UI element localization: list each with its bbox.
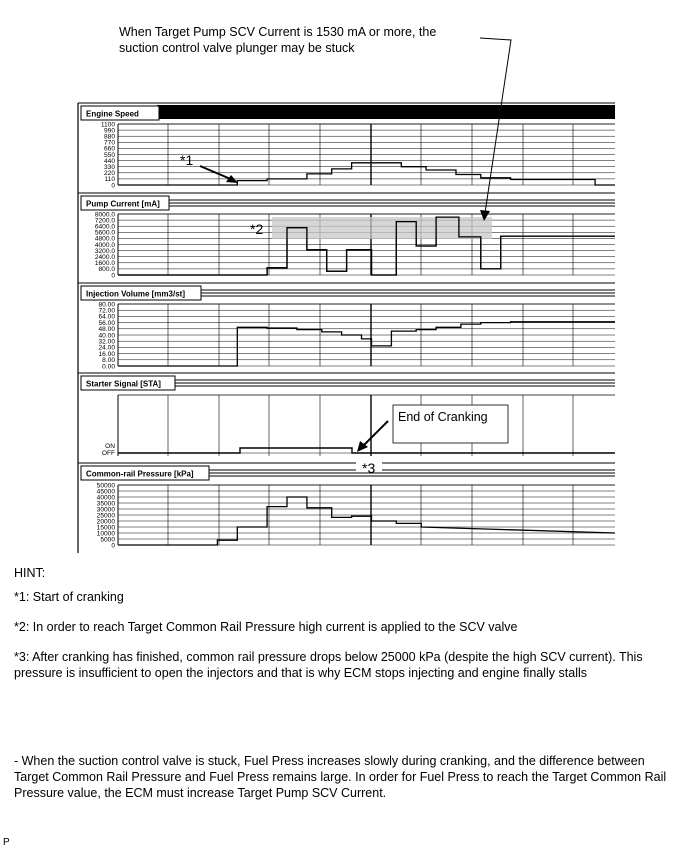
- marker-2: *2: [250, 221, 264, 237]
- marker-3: *3: [362, 460, 376, 476]
- tick-label: 0: [111, 272, 115, 280]
- tick-label: 5600.0: [94, 229, 115, 237]
- tick-label: 4800.0: [94, 235, 115, 243]
- tick-label: 990: [103, 127, 115, 135]
- tick-label: 48.00: [98, 326, 115, 334]
- tick-label: 800.0: [98, 266, 115, 274]
- tick-label: 50000: [96, 482, 115, 490]
- tick-label: 6400.0: [94, 223, 115, 231]
- tick-label: 10000: [96, 530, 115, 538]
- header-bar-engine-speed: [157, 105, 615, 119]
- end-of-cranking-label: End of Cranking: [398, 410, 488, 424]
- tick-label: ON: [105, 443, 115, 450]
- tick-label: 550: [103, 151, 115, 159]
- tick-label: OFF: [101, 450, 115, 457]
- tick-label: 0.00: [102, 363, 115, 371]
- tick-label: 24.00: [98, 344, 115, 352]
- tick-label: 32.00: [98, 338, 115, 346]
- hint-item-1: *1: Start of cranking: [14, 590, 124, 604]
- hint-item-2: *2: In order to reach Target Common Rail Pressure high current is applied to the SCV valve: [14, 620, 518, 634]
- tick-label: 770: [103, 139, 115, 147]
- panel-trace: [118, 322, 615, 366]
- starter-signal-trace: [118, 448, 615, 453]
- tick-label: 1600.0: [94, 260, 115, 268]
- tick-label: 45000: [96, 488, 115, 496]
- tick-label: 880: [103, 133, 115, 141]
- tick-label: 4000.0: [94, 241, 115, 249]
- tick-label: 3200.0: [94, 247, 115, 255]
- hint-item-4: - When the suction control valve is stuck, Fuel Press increases slowly during cranking, and the difference between Target Common Rail Pressure and Fuel Press remains large. In order for Fuel Press to reach the Target Common Rail Pressure value, the ECM must increase Target Pump SCV Current.: [14, 754, 667, 800]
- callout-top-line2: suction control valve plunger may be stuck: [119, 41, 355, 55]
- tick-label: 660: [103, 145, 115, 153]
- corner-label: P: [3, 837, 10, 848]
- callout-leader-line: [480, 38, 511, 213]
- tick-label: 440: [103, 157, 115, 165]
- tick-label: 8000.0: [94, 211, 115, 219]
- end-of-cranking-arrow-shaft: [363, 421, 388, 446]
- hint-heading: HINT:: [14, 566, 46, 580]
- tick-label: 35000: [96, 500, 115, 508]
- panel-title: Injection Volume [mm3/st]: [86, 289, 185, 299]
- tick-label: 40000: [96, 494, 115, 502]
- tick-label: 30000: [96, 506, 115, 514]
- tick-label: 0: [111, 542, 115, 550]
- tick-label: 220: [103, 170, 115, 178]
- callout-top-line1: When Target Pump SCV Current is 1530 mA or more, the: [119, 25, 437, 39]
- tick-label: 7200.0: [94, 217, 115, 225]
- tick-label: 5000: [100, 536, 115, 544]
- panel-title: Engine Speed: [86, 109, 139, 119]
- tick-label: 72.00: [98, 307, 115, 315]
- tick-label: 40.00: [98, 332, 115, 340]
- tick-label: 110: [104, 176, 115, 184]
- tick-label: 2400.0: [94, 254, 115, 261]
- tick-label: 56.00: [98, 319, 115, 327]
- tick-label: 80.00: [98, 301, 115, 309]
- tick-label: 0: [111, 182, 115, 190]
- tick-label: 1100: [100, 121, 115, 129]
- tick-label: 330: [103, 164, 115, 171]
- marker-1: *1: [180, 152, 194, 168]
- hint-item-3: *3: After cranking has finished, common rail pressure drops below 25000 kPa (despite the high SCV current). This pressure is insufficient to open the injectors and that is why ECM stops injecting and engine finally stalls: [14, 650, 643, 680]
- panel-title: Starter Signal [STA]: [86, 379, 161, 389]
- tick-label: 20000: [96, 518, 115, 526]
- tick-label: 15000: [96, 524, 115, 532]
- panel-title: Pump Current [mA]: [86, 199, 160, 209]
- tick-label: 25000: [96, 512, 115, 520]
- tick-label: 16.00: [98, 350, 115, 358]
- panel-title: Common-rail Pressure [kPa]: [86, 469, 194, 479]
- tick-label: 64.00: [98, 313, 115, 321]
- tick-label: 8.00: [102, 357, 115, 365]
